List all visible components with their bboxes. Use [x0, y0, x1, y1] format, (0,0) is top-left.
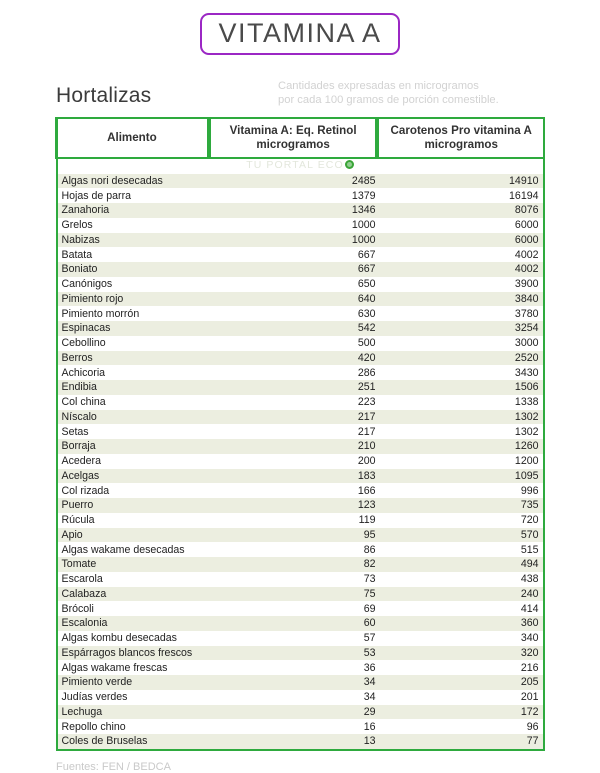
cell-alimento: Espinacas [61, 322, 111, 335]
cell-carotenos: 1260 [514, 440, 539, 453]
cell-carotenos: 438 [520, 573, 539, 586]
cell-alimento: Apio [61, 528, 83, 541]
cell-alimento: Algas wakame desecadas [61, 543, 185, 556]
cell-alimento: Boniato [61, 263, 98, 276]
cell-carotenos: 3254 [514, 322, 539, 335]
cell-carotenos: 3840 [514, 292, 539, 305]
table-row [58, 351, 543, 366]
table-row [58, 690, 543, 705]
cell-retinol: 667 [357, 248, 376, 261]
cell-carotenos: 1302 [514, 425, 539, 438]
cell-retinol: 640 [357, 292, 376, 305]
cell-retinol: 650 [357, 278, 376, 291]
cell-retinol: 13 [363, 735, 376, 748]
table-row [58, 439, 543, 454]
cell-carotenos: 735 [520, 499, 539, 512]
cell-retinol: 29 [363, 705, 376, 718]
cell-alimento: Achicoria [61, 366, 106, 379]
cell-alimento: Brócoli [61, 602, 94, 615]
cell-carotenos: 4002 [514, 248, 539, 261]
table-row [58, 424, 543, 439]
table-row [58, 572, 543, 587]
cell-retinol: 500 [357, 337, 376, 350]
table-row [58, 174, 543, 189]
table-row [58, 557, 543, 572]
cell-alimento: Escarola [61, 573, 103, 586]
cell-retinol: 1379 [351, 189, 376, 202]
watermark [58, 159, 543, 174]
cell-carotenos: 14910 [509, 174, 539, 187]
footer-sources: Fuentes: FEN / BEDCA [56, 760, 171, 773]
cell-carotenos: 360 [520, 617, 539, 630]
cell-retinol: 166 [357, 484, 376, 497]
cell-retinol: 119 [358, 514, 376, 527]
cell-retinol: 251 [357, 381, 376, 394]
table-row [58, 292, 543, 307]
cell-carotenos: 1506 [514, 381, 539, 394]
cell-retinol: 223 [357, 396, 376, 409]
table-row [58, 660, 543, 675]
cell-retinol: 16 [363, 720, 376, 733]
table-row [58, 410, 543, 425]
table-row [58, 188, 543, 203]
section-header [0, 68, 600, 108]
cell-carotenos: 3900 [514, 278, 539, 291]
cell-retinol: 95 [363, 528, 376, 541]
cell-carotenos: 216 [520, 661, 539, 674]
cell-retinol: 420 [357, 351, 376, 364]
cell-alimento: Borraja [61, 440, 96, 453]
table-row [58, 646, 543, 661]
column-header-retinol-line1: Vitamina A: Eq. Retinol [229, 123, 357, 137]
table-row [58, 306, 543, 321]
cell-alimento: Cebollino [61, 337, 106, 350]
cell-alimento: Canónigos [61, 278, 113, 291]
cell-retinol: 542 [357, 322, 376, 335]
cell-alimento: Zanahoria [61, 204, 110, 217]
cell-carotenos: 3430 [514, 366, 539, 379]
cell-retinol: 86 [363, 543, 376, 556]
cell-alimento: Pimiento morrón [61, 307, 140, 320]
cell-carotenos: 340 [520, 632, 539, 645]
cell-carotenos: 205 [520, 676, 539, 689]
cell-alimento: Algas kombu desecadas [61, 632, 177, 645]
cell-carotenos: 1302 [514, 410, 539, 423]
cell-carotenos: 6000 [514, 219, 539, 232]
cell-carotenos: 96 [526, 720, 539, 733]
cell-carotenos: 172 [520, 705, 539, 718]
cell-alimento: Coles de Bruselas [61, 735, 148, 748]
cell-retinol: 69 [363, 602, 376, 615]
cell-alimento: Acelgas [61, 469, 100, 482]
cell-carotenos: 720 [520, 514, 539, 527]
cell-retinol: 286 [357, 366, 376, 379]
title-banner [0, 0, 600, 68]
cell-alimento: Setas [61, 425, 89, 438]
page-title: VITAMINA A [218, 17, 382, 48]
table-row [58, 233, 543, 248]
cell-alimento: Escalonia [61, 617, 108, 630]
cell-alimento: Pimiento verde [61, 676, 133, 689]
cell-alimento: Nabizas [61, 233, 100, 246]
cell-retinol: 53 [363, 646, 376, 659]
cell-carotenos: 1200 [514, 455, 539, 468]
table-row [58, 247, 543, 262]
table-row [58, 734, 543, 749]
table-row [58, 454, 543, 469]
table-row [58, 469, 543, 484]
table-row [58, 631, 543, 646]
cell-alimento: Berros [61, 351, 93, 364]
cell-carotenos: 4002 [514, 263, 539, 276]
table-row [58, 528, 543, 543]
cell-carotenos: 494 [520, 558, 539, 571]
cell-alimento: Rúcula [61, 514, 95, 527]
table-row [58, 277, 543, 292]
table-row [58, 601, 543, 616]
cell-retinol: 210 [357, 440, 376, 453]
cell-retinol: 217 [357, 425, 376, 438]
cell-alimento: Espárragos blancos frescos [61, 646, 193, 659]
column-header-carotenos-line1: Carotenos Pro vitamina A [390, 123, 532, 137]
table-body [58, 174, 543, 749]
table-row [58, 616, 543, 631]
table-row [58, 705, 543, 720]
cell-retinol: 34 [363, 676, 376, 689]
cell-carotenos: 1095 [514, 469, 539, 482]
table-row [58, 203, 543, 218]
recycle-leaf-icon [345, 160, 354, 169]
table-row [58, 483, 543, 498]
cell-carotenos: 6000 [514, 233, 539, 246]
cell-carotenos: 3000 [514, 337, 539, 350]
table-row [58, 365, 543, 380]
cell-retinol: 1346 [351, 204, 376, 217]
cell-retinol: 60 [363, 617, 376, 630]
cell-retinol: 34 [363, 691, 376, 704]
cell-alimento: Col rizada [61, 484, 110, 497]
cell-alimento: Batata [61, 248, 93, 261]
cell-alimento: Judías verdes [61, 691, 128, 704]
cell-carotenos: 515 [520, 543, 539, 556]
cell-alimento: Grelos [61, 219, 93, 232]
nutrient-table [56, 117, 545, 751]
column-header-retinol-line2: microgramos [256, 137, 330, 151]
section-title: Hortalizas [56, 84, 152, 107]
cell-retinol: 2485 [351, 174, 376, 187]
cell-alimento: Col china [61, 396, 106, 409]
cell-carotenos: 996 [520, 484, 539, 497]
table-row [58, 513, 543, 528]
cell-alimento: Endibia [61, 381, 97, 394]
table-row [58, 675, 543, 690]
title-badge [200, 13, 399, 55]
cell-carotenos: 8076 [514, 204, 539, 217]
table-row [58, 395, 543, 410]
column-header-carotenos-line2: microgramos [424, 137, 498, 151]
cell-retinol: 183 [357, 469, 376, 482]
cell-carotenos: 320 [520, 646, 539, 659]
column-header-alimento [55, 117, 209, 159]
cell-alimento: Puerro [61, 499, 94, 512]
cell-retinol: 57 [363, 632, 376, 645]
cell-alimento: Acedera [61, 455, 101, 468]
cell-alimento: Pimiento rojo [61, 292, 124, 305]
table-row [58, 218, 543, 233]
section-subtitle [278, 79, 544, 108]
cell-retinol: 123 [357, 499, 376, 512]
table-header-row [58, 119, 543, 159]
cell-retinol: 82 [363, 558, 376, 571]
subtitle-line-2: por cada 100 gramos de porción comestible. [278, 94, 499, 106]
table-row [58, 498, 543, 513]
column-header-alimento-line1: Alimento [107, 130, 157, 144]
column-header-retinol [209, 117, 377, 159]
cell-alimento: Calabaza [61, 587, 107, 600]
table-row [58, 380, 543, 395]
cell-carotenos: 414 [520, 602, 539, 615]
cell-alimento: Níscalo [61, 410, 97, 423]
cell-retinol: 36 [363, 661, 376, 674]
table-row [58, 262, 543, 277]
table-row [58, 336, 543, 351]
table-row [58, 542, 543, 557]
cell-alimento: Algas wakame frescas [61, 661, 168, 674]
cell-retinol: 630 [357, 307, 376, 320]
cell-retinol: 1000 [351, 219, 376, 232]
cell-carotenos: 2520 [514, 351, 539, 364]
watermark-label: TU PORTAL ECO [246, 158, 344, 171]
cell-carotenos: 16194 [509, 189, 539, 202]
cell-retinol: 73 [363, 573, 376, 586]
cell-retinol: 667 [357, 263, 376, 276]
cell-alimento: Repollo chino [61, 720, 126, 733]
cell-retinol: 1000 [351, 233, 376, 246]
table-row [58, 587, 543, 602]
cell-carotenos: 3780 [514, 307, 539, 320]
cell-alimento: Hojas de parra [61, 189, 131, 202]
cell-alimento: Tomate [61, 558, 97, 571]
subtitle-line-1: Cantidades expresadas en microgramos [278, 80, 479, 92]
cell-carotenos: 201 [520, 691, 539, 704]
cell-carotenos: 77 [526, 735, 539, 748]
cell-carotenos: 240 [520, 587, 539, 600]
cell-alimento: Lechuga [61, 705, 103, 718]
table-row [58, 719, 543, 734]
cell-carotenos: 1338 [514, 396, 539, 409]
cell-retinol: 217 [357, 410, 376, 423]
cell-alimento: Algas nori desecadas [61, 174, 163, 187]
watermark-text [58, 159, 543, 171]
column-header-carotenos [377, 117, 545, 159]
cell-carotenos: 570 [520, 528, 539, 541]
cell-retinol: 200 [357, 455, 376, 468]
table-row [58, 321, 543, 336]
cell-retinol: 75 [363, 587, 376, 600]
